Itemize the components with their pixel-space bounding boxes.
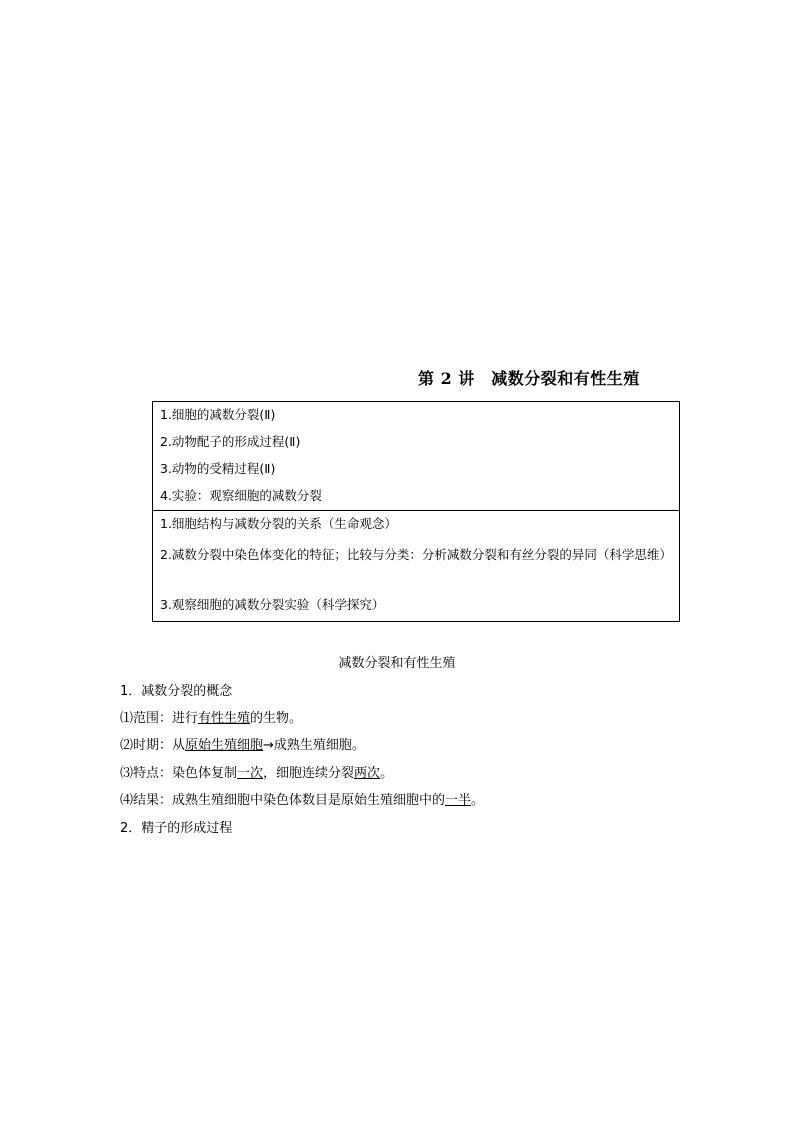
scope-answer: 有性生殖	[198, 711, 251, 726]
requirement-item: 2.动物配子的形成过程(Ⅱ)	[160, 434, 301, 449]
scope-suffix: 的生物。	[250, 711, 303, 726]
feature-prefix: ⑶特点：染色体复制	[120, 766, 238, 781]
period-line	[120, 734, 365, 753]
result-line	[120, 789, 484, 808]
result-suffix: 。	[471, 793, 485, 808]
scope-prefix: ⑴范围：进行	[120, 711, 199, 726]
requirement-item: 3.动物的受精过程(Ⅱ)	[160, 461, 276, 476]
scope-line	[120, 707, 302, 726]
literacy-item: 2.减数分裂中染色体变化的特征；比较与分类：分析减数分裂和有丝分裂的异同（科学思维）	[160, 547, 672, 562]
result-prefix: ⑷结果：成熟生殖细胞中染色体数目是原始生殖细胞中的	[120, 793, 446, 808]
feature-suffix: 。	[380, 766, 394, 781]
result-answer: 一半	[445, 793, 472, 808]
literacy-item: 3.观察细胞的减数分裂实验（科学探究）	[160, 597, 385, 612]
literacy-item: 1.细胞结构与减数分裂的关系（生命观念）	[160, 516, 397, 531]
lecture-title: 第 2 讲 减数分裂和有性生殖	[418, 369, 640, 388]
requirements-box	[152, 401, 680, 511]
literacy-box	[152, 511, 680, 622]
period-answer: 原始生殖细胞	[185, 738, 264, 753]
concept-heading: 1．减数分裂的概念	[120, 684, 233, 699]
section-title: 减数分裂和有性生殖	[338, 656, 456, 671]
feature-answer-2: 两次	[354, 766, 381, 781]
period-suffix: →成熟生殖细胞。	[263, 738, 365, 753]
period-prefix: ⑵时期：从	[120, 738, 186, 753]
requirement-item: 1.细胞的减数分裂(Ⅱ)	[160, 407, 276, 422]
feature-line	[120, 762, 393, 781]
feature-middle: ，细胞连续分裂	[263, 766, 355, 781]
requirement-item: 4.实验：观察细胞的减数分裂	[160, 488, 322, 503]
feature-answer-1: 一次	[237, 766, 264, 781]
sperm-heading: 2．精子的形成过程	[120, 821, 233, 836]
